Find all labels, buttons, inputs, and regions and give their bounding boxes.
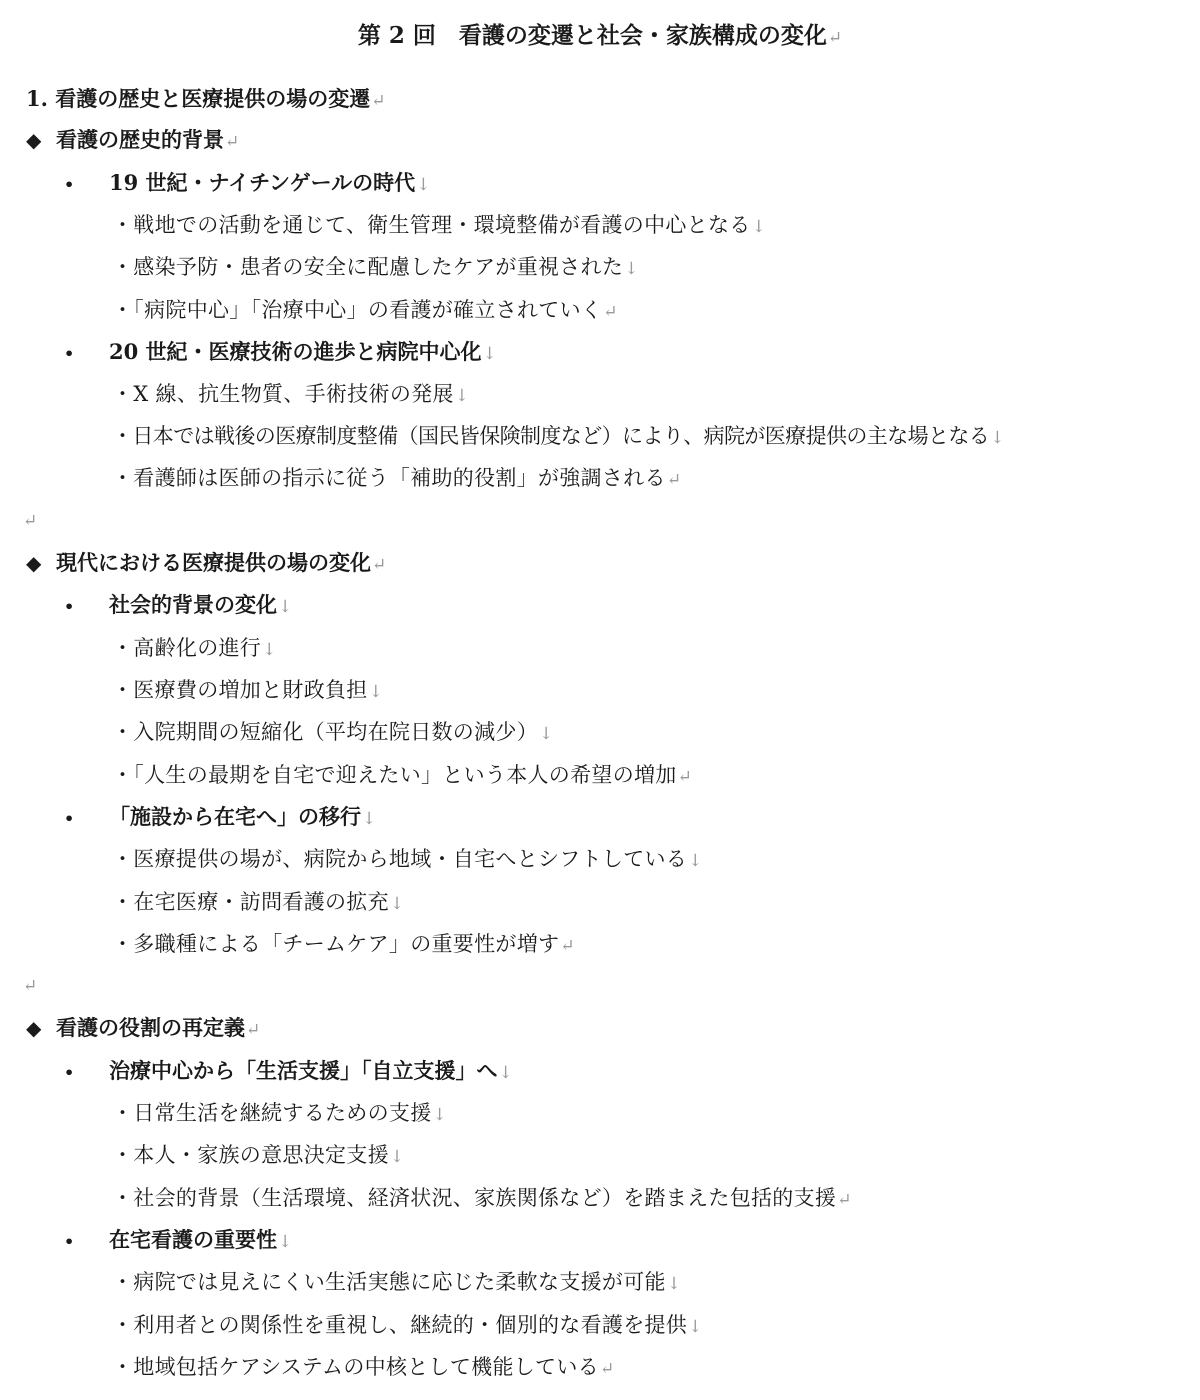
line-break-mark: ↓	[278, 597, 293, 617]
title-text: 第 2 回 看護の変遷と社会・家族構成の変化	[357, 22, 827, 49]
list-item	[112, 295, 618, 325]
line-break-mark: ↓	[389, 1147, 405, 1167]
line-break-mark: ↓	[624, 259, 639, 279]
paragraph-mark: ↵	[837, 1190, 852, 1210]
bullet-heading-text: 在宅看護の重要性	[109, 1227, 277, 1252]
diamond-bullet-icon: ◆	[26, 128, 42, 152]
list-item-text: ・多職種による「チームケア」の重要性が増す	[112, 932, 560, 956]
section-heading-text: 1. 看護の歴史と医療提供の場の変遷	[26, 86, 371, 111]
line-break-mark: ↓	[482, 344, 497, 364]
bullet-heading	[64, 1056, 513, 1086]
bullet-dot-icon: •	[64, 343, 75, 363]
line-break-mark: ↓	[751, 217, 767, 237]
list-item-text: ・社会的背景（生活環境、経済状況、家族関係など）を踏まえた包括的支援	[112, 1186, 837, 1210]
bullet-heading	[64, 590, 292, 620]
list-item	[112, 1267, 681, 1297]
section-heading	[26, 84, 385, 114]
list-item-text: ・「人生の最期を自宅で迎えたい」という本人の希望の増加	[112, 763, 677, 787]
diamond-bullet-icon: ◆	[26, 1016, 42, 1040]
list-item	[112, 210, 766, 240]
list-item	[112, 1310, 703, 1340]
subsection-heading	[26, 125, 239, 155]
line-break-mark: ↓	[416, 175, 431, 195]
list-item	[112, 1352, 615, 1382]
line-break-mark: ↓	[389, 894, 405, 914]
bullet-heading	[64, 168, 430, 198]
list-item	[112, 844, 703, 874]
bullet-dot-icon: •	[64, 1062, 75, 1082]
bullet-heading	[64, 802, 376, 832]
list-item	[112, 717, 554, 747]
bullet-heading-text: 19 世紀・ナイチンゲールの時代	[109, 170, 416, 195]
subsection-heading	[26, 1013, 260, 1043]
list-item-text: ・日常生活を継続するための支援	[112, 1101, 432, 1125]
list-item-text: ・戦地での活動を通じて、衛生管理・環境整備が看護の中心となる	[112, 213, 751, 237]
line-break-mark: ↓	[362, 809, 377, 829]
list-item-text: ・医療提供の場が、病院から地域・自宅へとシフトしている	[112, 847, 688, 871]
list-item	[112, 1183, 852, 1213]
paragraph-mark: ↵	[372, 555, 387, 575]
list-item-text: ・在宅医療・訪問看護の拡充	[112, 890, 389, 914]
line-break-mark: ↓	[432, 1105, 448, 1125]
list-item	[112, 252, 639, 282]
line-break-mark: ↓	[688, 851, 703, 871]
line-break-mark: ↓	[262, 640, 277, 660]
list-item-text: ・利用者との関係性を重視し、継続的・個別的な看護を提供	[112, 1313, 688, 1337]
paragraph-mark: ↵	[666, 470, 682, 490]
subsection-heading-text: 現代における医療提供の場の変化	[56, 550, 371, 575]
bullet-heading	[64, 1225, 292, 1255]
list-item-text: ・高齢化の進行	[112, 636, 262, 660]
paragraph-mark: ↵	[371, 91, 386, 111]
list-item	[112, 675, 383, 705]
paragraph-mark: ↵	[23, 976, 38, 996]
list-item-text: ・感染予防・患者の安全に配慮したケアが重視された	[112, 255, 624, 279]
list-item	[112, 1140, 404, 1170]
list-item	[112, 379, 469, 409]
list-item	[112, 887, 404, 917]
diamond-bullet-icon: ◆	[26, 551, 42, 575]
line-break-mark: ↓	[688, 1317, 703, 1337]
list-item-text: ・入院期間の短縮化（平均在院日数の減少）	[112, 720, 538, 744]
list-item	[112, 463, 681, 493]
list-item	[112, 929, 575, 959]
list-item	[112, 421, 1004, 451]
bullet-heading-text: 20 世紀・医療技術の進歩と病院中心化	[109, 339, 482, 364]
line-break-mark: ↓	[454, 386, 470, 406]
line-break-mark: ↓	[539, 724, 554, 744]
bullet-dot-icon: •	[64, 596, 75, 616]
list-item-text: ・病院では見えにくい生活実態に応じた柔軟な支援が可能	[112, 1270, 666, 1294]
list-item-text: ・日本では戦後の医療制度整備（国民皆保険制度など）により、病院が医療提供の主な場となる	[112, 424, 990, 448]
empty-paragraph	[22, 506, 37, 536]
bullet-dot-icon: •	[64, 808, 75, 828]
bullet-heading-text: 「施設から在宅へ」の移行	[109, 804, 361, 829]
list-item	[112, 1098, 447, 1128]
bullet-dot-icon: •	[64, 174, 75, 194]
paragraph-mark: ↵	[677, 767, 693, 787]
line-break-mark: ↓	[368, 682, 384, 702]
bullet-heading-text: 社会的背景の変化	[109, 592, 277, 617]
paragraph-mark: ↵	[560, 936, 575, 956]
list-item-text: ・X 線、抗生物質、手術技術の発展	[112, 382, 454, 406]
line-break-mark: ↓	[666, 1274, 682, 1294]
list-item-text: ・本人・家族の意思決定支援	[112, 1143, 389, 1167]
subsection-heading	[26, 548, 386, 578]
line-break-mark: ↓	[278, 1232, 293, 1252]
list-item-text: ・「病院中心」「治療中心」の看護が確立されていく	[112, 298, 603, 322]
bullet-heading-text: 治療中心から「生活支援」「自立支援」へ	[109, 1058, 498, 1083]
empty-paragraph	[22, 971, 37, 1001]
bullet-dot-icon: •	[64, 1231, 75, 1251]
paragraph-mark: ↵	[246, 1020, 261, 1040]
paragraph-mark: ↵	[599, 1359, 615, 1379]
list-item-text: ・地域包括ケアシステムの中核として機能している	[112, 1355, 599, 1379]
list-item-text: ・医療費の増加と財政負担	[112, 678, 368, 702]
paragraph-mark: ↵	[603, 302, 618, 322]
list-item-text: ・看護師は医師の指示に従う「補助的役割」が強調される	[112, 466, 666, 490]
subsection-heading-text: 看護の役割の再定義	[56, 1015, 245, 1040]
document-title	[0, 16, 1200, 58]
paragraph-mark: ↵	[225, 132, 240, 152]
line-break-mark: ↓	[990, 428, 1004, 448]
list-item	[112, 633, 277, 663]
list-item	[112, 760, 692, 790]
subsection-heading-text: 看護の歴史的背景	[56, 127, 224, 152]
bullet-heading	[64, 337, 497, 367]
paragraph-mark: ↵	[827, 28, 843, 48]
paragraph-mark: ↵	[23, 511, 38, 531]
line-break-mark: ↓	[498, 1063, 513, 1083]
